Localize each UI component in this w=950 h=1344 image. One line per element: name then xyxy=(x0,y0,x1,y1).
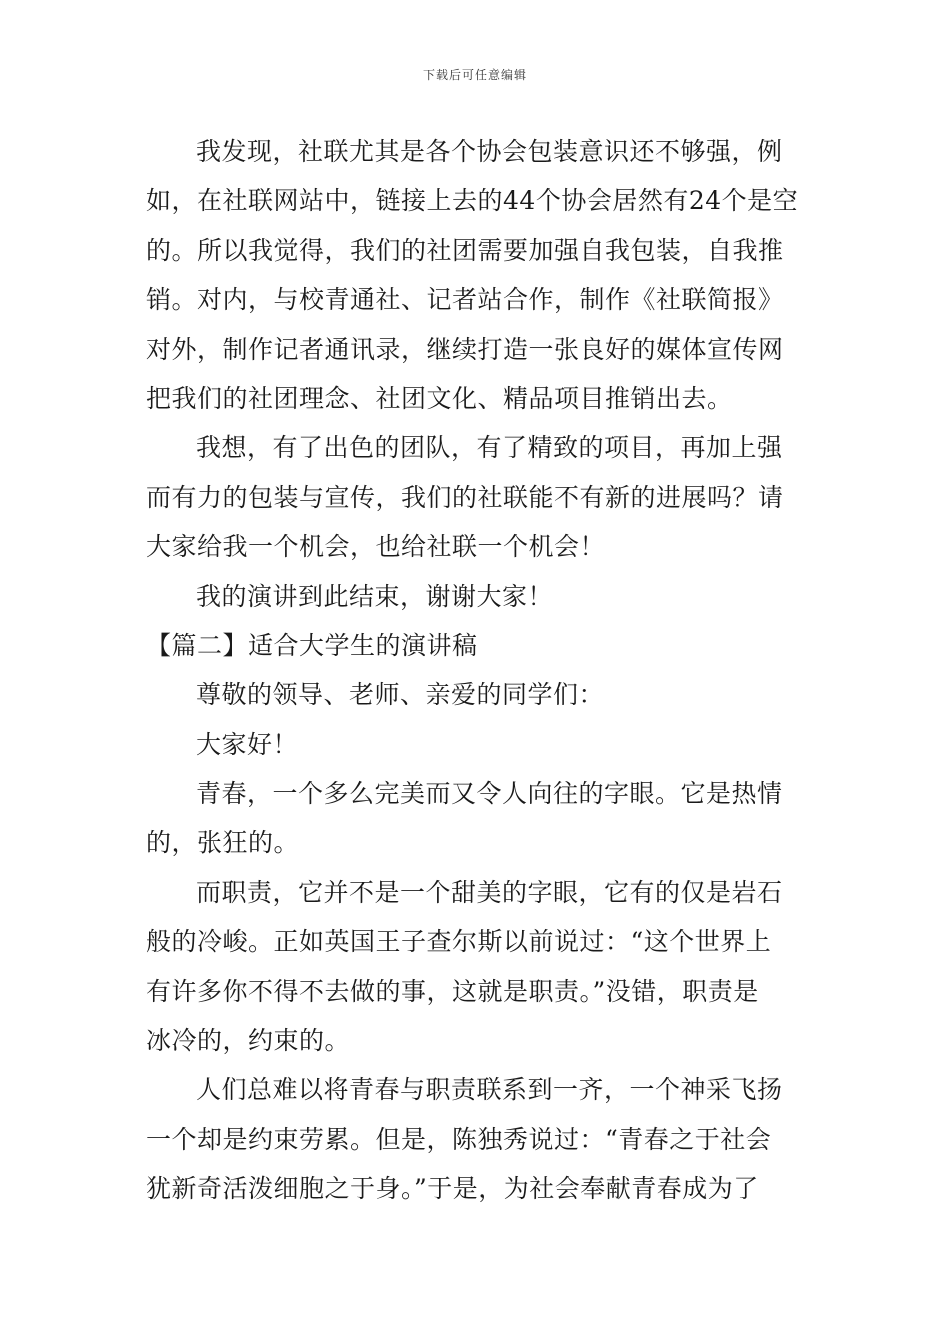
text-line: 而职责，它并不是一个甜美的字眼，它有的仅是岩石 xyxy=(196,877,783,907)
text-line: 一个却是约束劳累。但是，陈独秀说过：“青春之于社会 xyxy=(146,1124,772,1154)
text-line: 尊敬的领导、老师、亲爱的同学们： xyxy=(196,680,605,710)
section-heading: 【篇二】适合大学生的演讲稿 xyxy=(146,630,478,660)
text-line: 我的演讲到此结束，谢谢大家！ xyxy=(196,581,554,611)
text-line: 般的冷峻。正如英国王子查尔斯以前说过：“这个世界上 xyxy=(146,927,772,957)
text-line: 大家好！ xyxy=(196,729,299,759)
text-line: 冰冷的，约束的。 xyxy=(146,1026,351,1056)
text-line: 的。所以我觉得，我们的社团需要加强自我包装，自我推 xyxy=(146,235,784,265)
text-line: 对外，制作记者通讯录，继续打造一张良好的媒体宣传网 xyxy=(146,334,784,364)
text-line: 我发现，社联尤其是各个协会包装意识还不够强，例 xyxy=(196,137,783,166)
text-line: 的，张狂的。 xyxy=(146,828,300,858)
text-line: 我想，有了出色的团队，有了精致的项目，再加上强 xyxy=(196,433,783,463)
text-line: 而有力的包装与宣传，我们的社联能不有新的进展吗？请 xyxy=(146,482,784,512)
text-line: 人们总难以将青春与职责联系到一齐，一个神采飞扬 xyxy=(196,1075,783,1105)
document-body xyxy=(146,127,810,1214)
text-line: 青春，一个多么完美而又令人向往的字眼。它是热情 xyxy=(196,779,783,809)
text-line: 犹新奇活泼细胞之于身。”于是，为社会奉献青春成为了 xyxy=(146,1174,759,1204)
text-line: 把我们的社团理念、社团文化、精品项目推销出去。 xyxy=(146,383,733,413)
text-line: 销。对内，与校青通社、记者站合作，制作《社联简报》 xyxy=(146,285,784,315)
text-line: 大家给我一个机会，也给社联一个机会！ xyxy=(146,532,606,562)
header-note: 下载后可任意编辑 xyxy=(422,68,527,82)
text-line: 有许多你不得不去做的事，这就是职责。”没错，职责是 xyxy=(146,976,759,1006)
text-line: 如，在社联网站中，链接上去的44个协会居然有24个是空 xyxy=(146,186,799,216)
